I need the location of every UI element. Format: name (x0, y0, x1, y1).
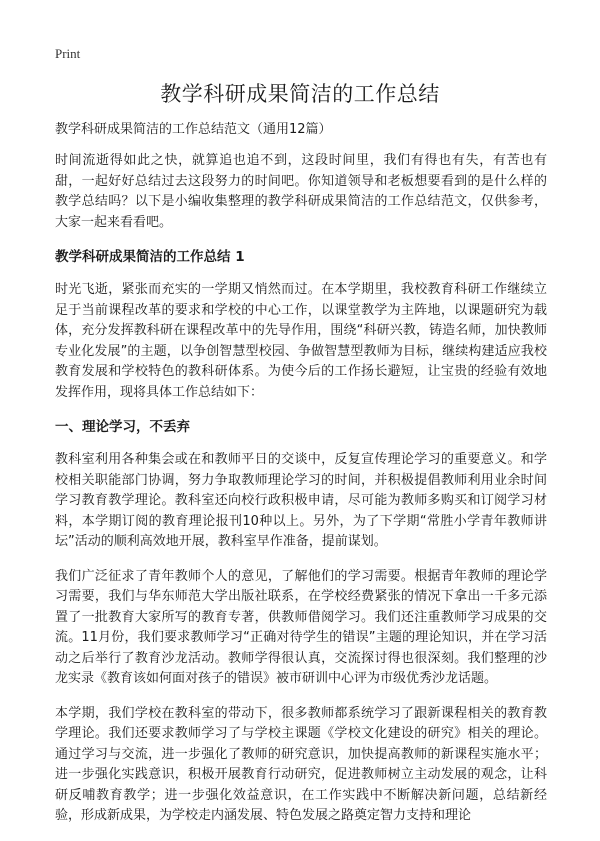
paragraph-3: 我们广泛征求了青年教师个人的意见，了解他们的学习需要。根据青年教师的理论学习需要，我们与华东师范大学出版社联系，在学校经费紧张的情况下拿出一千多元添置了一批教育大家所写的教育专著，供教师借阅学习。我们还注重教师学习成果的交流。11月份，我们要求教师学习“正确对待学生的错误”主题的理论知识，并在学习活动之后举行了教育沙龙活动。教师学得很认真，交流探讨得也很深刻。我们整理的沙龙实录《教育该如何面对孩子的错误》被市研训中心评为市级优秀沙龙话题。 (55, 568, 547, 686)
print-link[interactable]: Print (55, 46, 81, 61)
section-heading-1: 一、理论学习，不丢弃 (55, 419, 190, 435)
paragraph-1: 时光飞逝，紧张而充实的一学期又悄然而过。在本学期里，我校教育科研工作继续立足于当前课程改革的要求和学校的中心工作，以课堂教学为主阵地，以课题研究为载体，充分发挥教科研在课程改革中的先导作用，围绕“科研兴教，铸造名师，加快教师专业化发展”的主题，以争创智慧型校园、争做智慧型教师为目标，继续构建适应我校教育发展和学校特色的教科研体系。为使今后的工作扬长避短，让宝贵的经验有效地发挥作用，现将具体工作总结如下： (55, 282, 547, 400)
document-body (55, 120, 547, 841)
article-heading: 教学科研成果简洁的工作总结 1 (55, 249, 245, 265)
document-title: 教学科研成果简洁的工作总结 (160, 82, 440, 106)
document-subtitle: 教学科研成果简洁的工作总结范文（通用12篇） (55, 122, 332, 137)
paragraph-4: 本学期，我们学校在教科室的带动下，很多教师都系统学习了跟新课程相关的教育教学理论。我们还要求教师学习了与学校主课题《学校文化建设的研究》相关的理论。通过学习与交流，进一步强化了教师的研究意识，加快提高教师的新课程实施水平；进一步强化实践意识，积极开展教育行动研究，促进教师树立主动发展的观念，让科研反哺教育教学；进一步强化效益意识，在工作实践中不断解决新问题，总结新经验，形成新成果，为学校走内涵发展、特色发展之路奠定智力支持和理论 (55, 705, 547, 823)
intro-paragraph: 时间流逝得如此之快，就算追也追不到，这段时间里，我们有得也有失，有苦也有甜，一起好好总结过去这段努力的时间吧。你知道领导和老板想要看到的是什么样的教学总结吗？以下是小编收集整理的教学科研成果简洁的工作总结范文，仅供参考，大家一起来看看吧。 (55, 153, 547, 230)
paragraph-2: 教科室利用各种集会或在和教师平日的交谈中，反复宣传理论学习的重要意义。和学校相关职能部门协调，努力争取教师理论学习的时间，并积极提倡教师利用业余时间学习教育教学理论。教科室还向校行政积极申请，尽可能为教师多购买和订阅学习材料，本学期订阅的教育理论报刊10种以上。另外，为了下学期“常胜小学青年教师讲坛”活动的顺利高效地开展，教科室早作准备，提前谋划。 (55, 452, 547, 549)
